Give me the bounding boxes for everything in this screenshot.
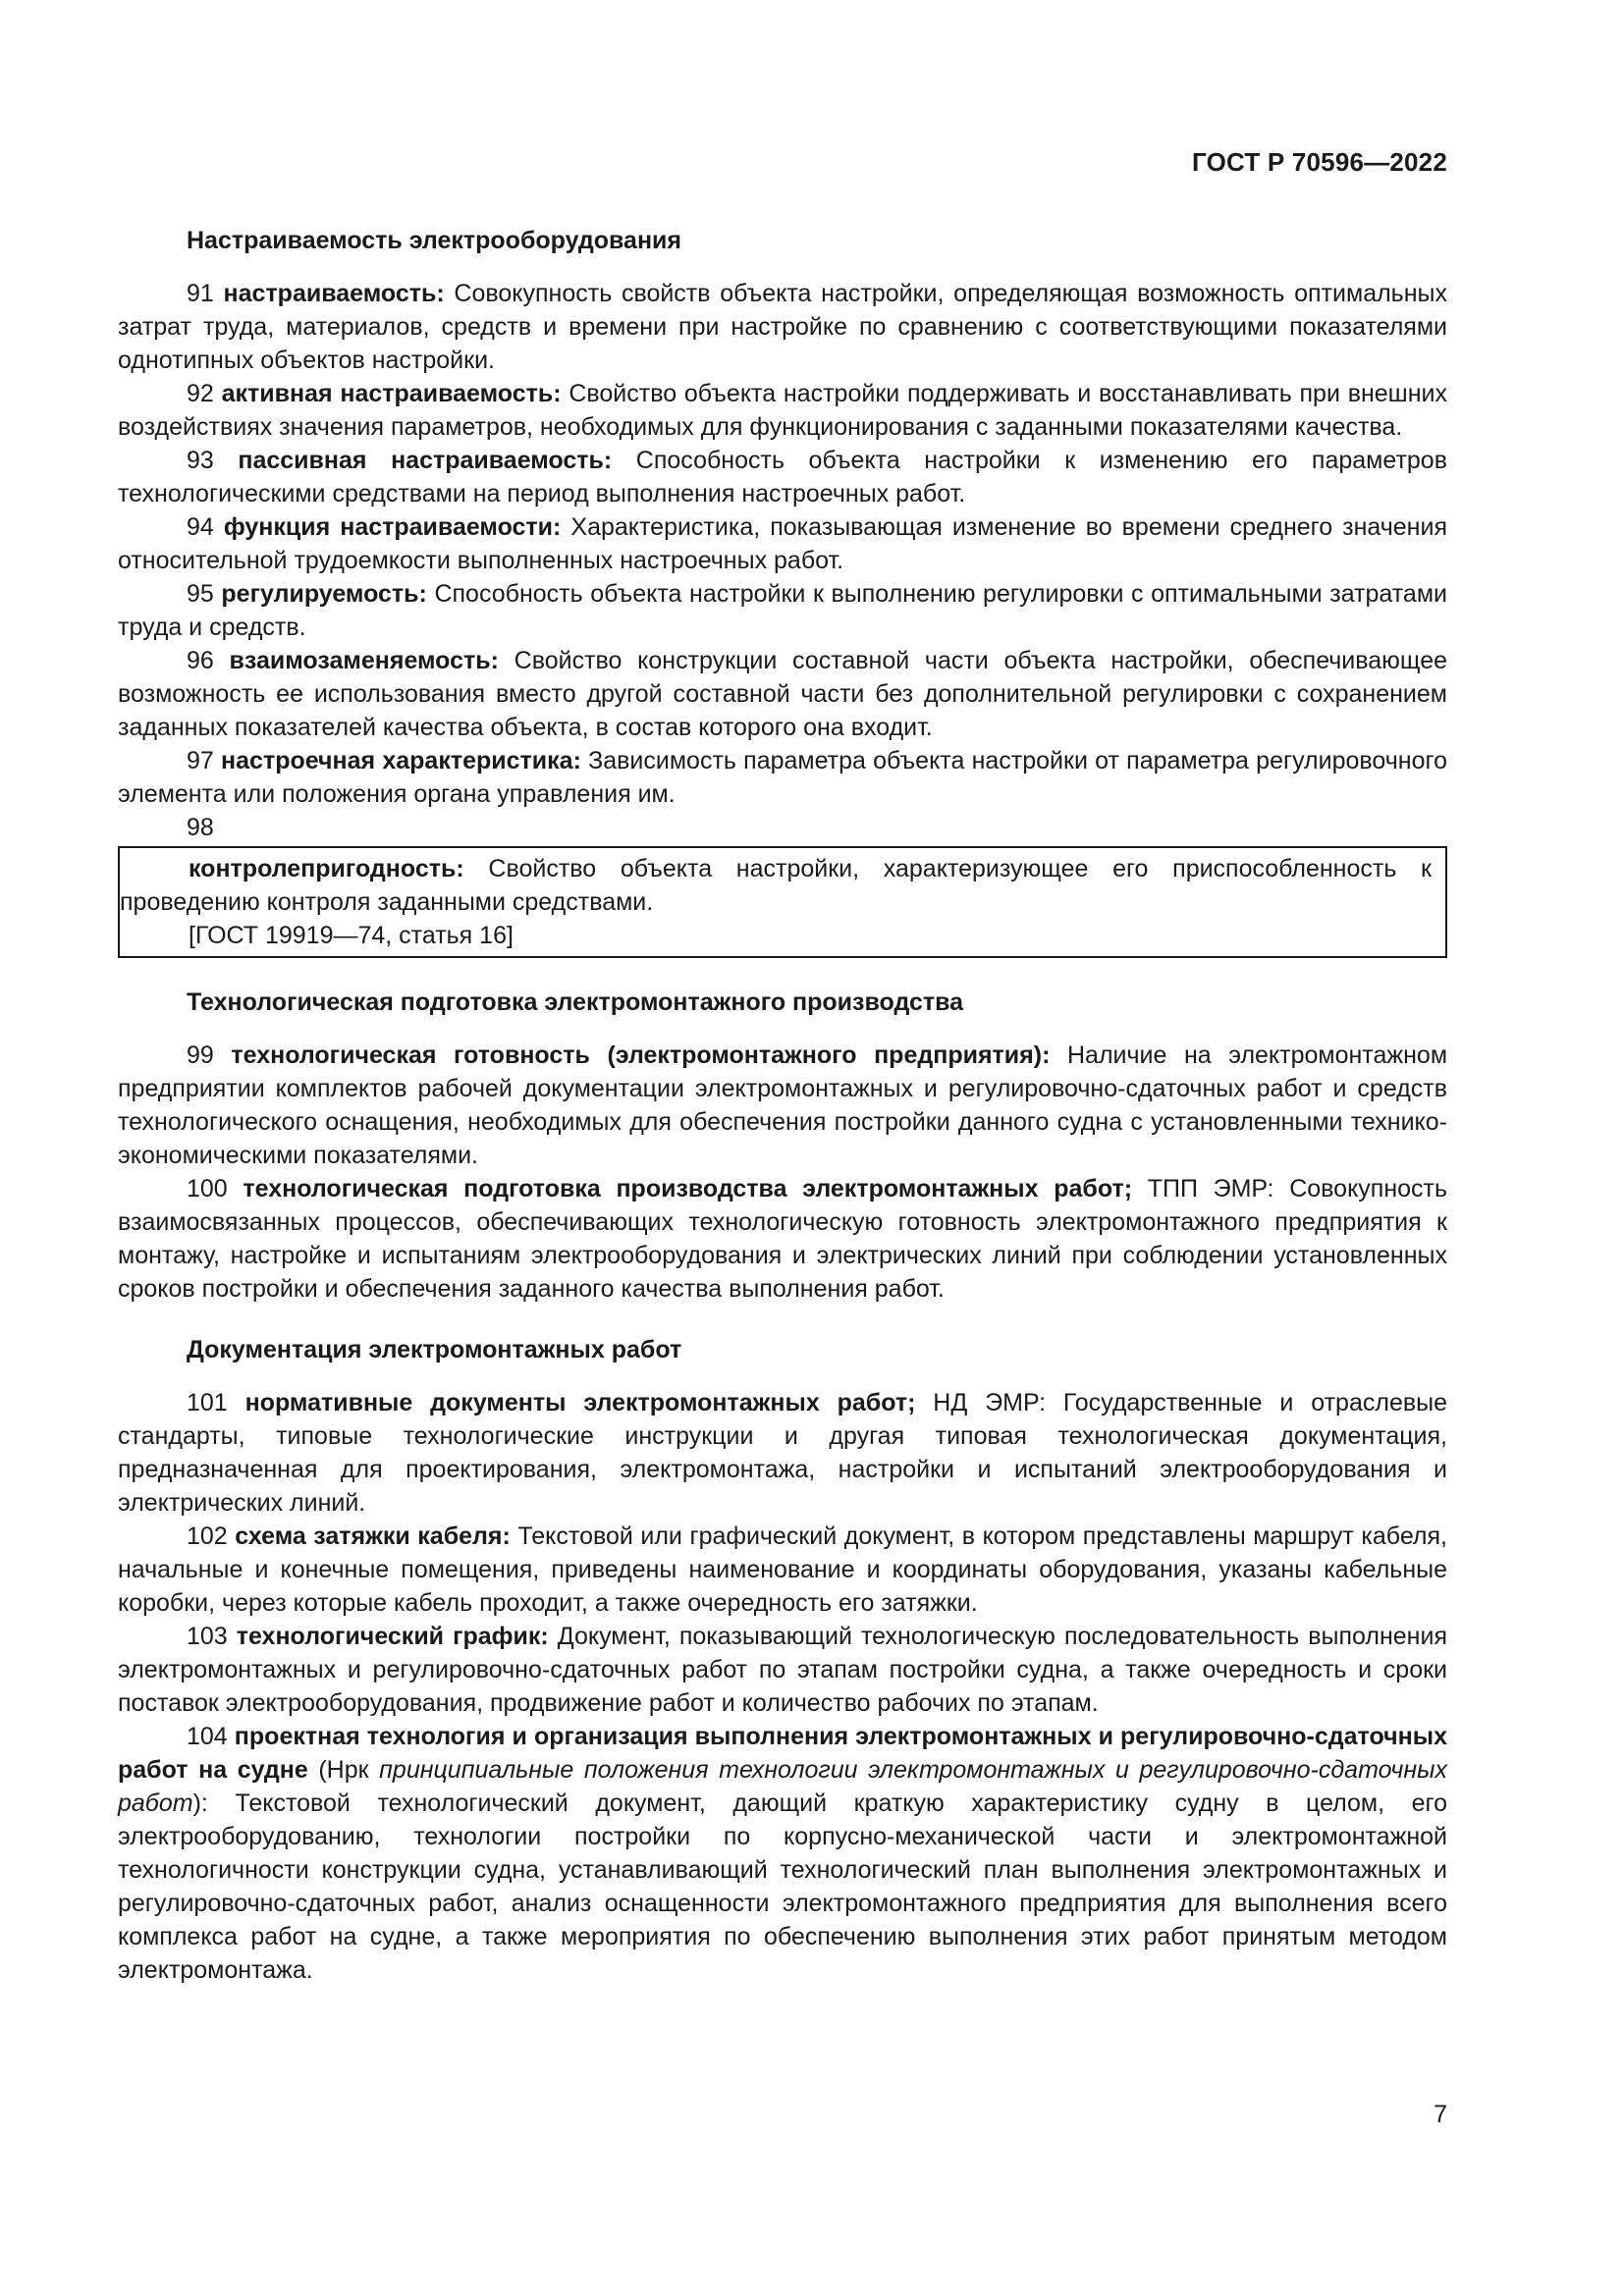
- term-entry: 92 активная настраиваемость: Свойство объекта настройки поддерживать и восстанавливать при внешних воздействиях значения параметров, необходимых для функционирования с заданными показателями качества.: [118, 380, 1448, 441]
- term-entry: 103 технологический график: Документ, показывающий технологическую последовательность выполнения электромонтажных и регулировочно-сдаточных работ по этапам постройки судна, а также очередность и сроки поставок электрооборудования, продвижение работ и количество рабочих по этапам.: [118, 1623, 1447, 1717]
- term-entry: 102 схема затяжки кабеля: Текстовой или графический документ, в котором представлены маршрут кабеля, начальные и конечные помещения, приведены наименование и координаты оборудования, указаны кабельные коробки, через которые кабель проходит, а также очередность его затяжки.: [118, 1522, 1447, 1617]
- term-entry: 91 настраиваемость: Совокупность свойств объекта настройки, определяющая возможность оптимальных затрат труда, материалов, средств и времени при настройке по сравнению с соответствующими показателями однотипных объектов настройки.: [118, 280, 1447, 374]
- term-entry: 96 взаимозаменяемость: Свойство конструкции составной части объекта настройки, обеспечивающее возможность ее использования вместо другой составной части без дополнительной регулировки с сохранением заданных показателей качества объекта, в состав которого она входит.: [118, 647, 1448, 741]
- term-entry: 97 настроечная характеристика: Зависимость параметра объекта настройки от параметра регулировочного элемента или положения органа управления им.: [118, 747, 1447, 808]
- term-entry: 100 технологическая подготовка производства электромонтажных работ; ТПП ЭМР: Совокупность взаимосвязанных процессов, обеспечивающих технологическую готовность электромонтажного предприятия к монтажу, настройке и испытаниям электрооборудования и электрических линий при соблюдении установленных сроков постройки и обеспечения заданного качества выполнения работ.: [118, 1175, 1448, 1303]
- term-entry: 101 нормативные документы электромонтажных работ; НД ЭМР: Государственные и отраслевые стандарты, типовые технологические инструкции и другая типовая технологическая документация, предназначенная для проектирования, электромонтажа, настройки и испытаний электрооборудования и электрических линий.: [118, 1389, 1448, 1517]
- term-entry: 104 проектная технология и организация выполнения электромонтажных и регулировочно-сдаточных работ на судне (Нрк принципиальные положения технологии электромонтажных и регулировочно-сдаточных работ): Текстовой технологический документ, дающий краткую характеристику судну в целом, его электрооборудованию, технологии постройки по корпусно-механической части и электромонтажной технологичности конструкции судна, устанавливающий технологический план выполнения электромонтажных и регулировочно-сдаточных работ, анализ оснащенности электромонтажного предприятия для выполнения всего комплекса работ на судне, а также мероприятия по обеспечению выполнения этих работ принятым методом электромонтажа.: [118, 1723, 1447, 1984]
- term-entry: контролепригодность: Свойство объекта настройки, характеризующее его приспособленность к проведению контроля заданными средствами.: [120, 855, 1432, 916]
- section-heading: Документация электромонтажных работ: [187, 1336, 682, 1363]
- page-number: 7: [1434, 2101, 1447, 2128]
- term-entry: 94 функция настраиваемости: Характеристика, показывающая изменение во времени среднего значения относительной трудоемкости выполненных настроечных работ.: [118, 513, 1447, 574]
- term-number: 98: [187, 814, 214, 841]
- term-source: [ГОСТ 19919—74, статья 16]: [189, 922, 514, 949]
- quoted-term-box: [118, 846, 1447, 958]
- document-code: ГОСТ Р 70596—2022: [1192, 147, 1447, 177]
- term-entry: 99 технологическая готовность (электромонтажного предприятия): Наличие на электромонтажном предприятии комплектов рабочей документации электромонтажных и регулировочно-сдаточных работ и средств технологического оснащения, необходимых для обеспечения постройки данного судна с установленными технико-экономическими показателями.: [118, 1041, 1448, 1169]
- section-heading: Технологическая подготовка электромонтажного производства: [187, 988, 964, 1016]
- term-entry: 93 пассивная настраиваемость: Способность объекта настройки к изменению его параметров технологическими средствами на период выполнения настроечных работ.: [118, 447, 1447, 507]
- term-entry: 95 регулируемость: Способность объекта настройки к выполнению регулировки с оптимальными затратами труда и средств.: [118, 580, 1447, 641]
- document-body: [118, 224, 1447, 1987]
- section-heading: Настраиваемость электрооборудования: [187, 227, 682, 254]
